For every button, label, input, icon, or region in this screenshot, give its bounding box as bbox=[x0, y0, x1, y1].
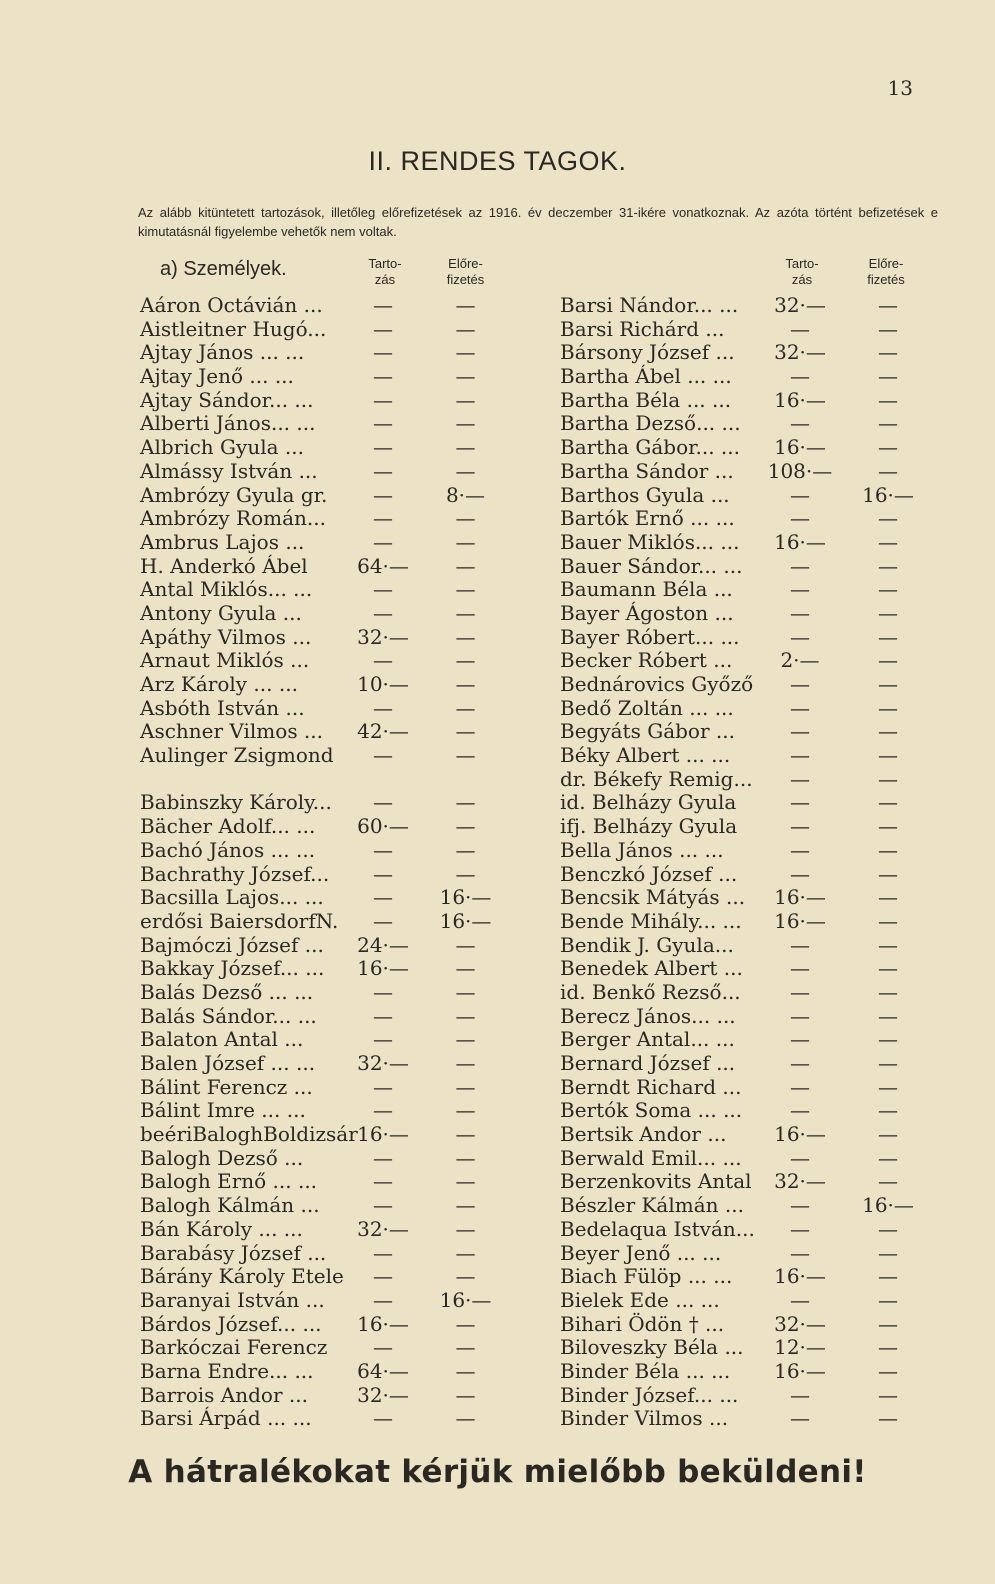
tartozas-value: 32·— bbox=[357, 624, 409, 649]
member-name: Biloveszky Béla ... bbox=[560, 1335, 744, 1360]
member-name: Balás Sándor... ... bbox=[140, 1003, 317, 1028]
elorefizetes-value: — bbox=[878, 1382, 898, 1407]
member-name: Bészler Kálmán ... bbox=[560, 1193, 744, 1218]
tartozas-value: — bbox=[790, 316, 810, 341]
elorefizetes-value: — bbox=[878, 387, 898, 412]
tartozas-value: — bbox=[790, 553, 810, 578]
tartozas-value: — bbox=[373, 364, 393, 389]
member-name: Bedő Zoltán ... ... bbox=[560, 695, 734, 720]
elorefizetes-value: — bbox=[878, 1216, 898, 1241]
elorefizetes-value: — bbox=[878, 648, 898, 673]
member-name: Biach Fülöp ... ... bbox=[560, 1264, 733, 1289]
elorefizetes-value: — bbox=[878, 600, 898, 625]
tartozas-value: 64·— bbox=[357, 1358, 409, 1383]
member-name: Bauer Miklós... ... bbox=[560, 529, 740, 554]
tartozas-value: 32·— bbox=[774, 1169, 826, 1194]
member-name: Bihari Ödön † ... bbox=[560, 1311, 725, 1336]
member-name: Bella János ... ... bbox=[560, 837, 724, 862]
member-name: Albrich Gyula ... bbox=[140, 435, 304, 460]
elorefizetes-value: — bbox=[878, 1145, 898, 1170]
member-name: Aistleitner Hugó... bbox=[140, 316, 327, 341]
member-name: Arz Károly ... ... bbox=[140, 672, 298, 696]
tartozas-value: — bbox=[790, 1216, 810, 1241]
elorefizetes-value: — bbox=[878, 695, 898, 720]
tartozas-value: — bbox=[790, 600, 810, 625]
member-name: Asbóth István ... bbox=[140, 695, 305, 720]
member-name: Barrois Andor ... bbox=[140, 1382, 308, 1407]
member-name: Bálint Imre ... ... bbox=[140, 1098, 306, 1123]
elorefizetes-value: — bbox=[455, 1003, 476, 1028]
tartozas-value: 16·— bbox=[774, 529, 826, 554]
member-name: Bachó János ... ... bbox=[140, 837, 316, 862]
member-name: Barabásy József ... bbox=[140, 1240, 327, 1265]
elorefizetes-value: — bbox=[455, 1122, 476, 1147]
member-name: Bartók Ernő ... ... bbox=[560, 506, 735, 531]
elorefizetes-value: — bbox=[878, 908, 898, 933]
member-name: Bielek Ede ... ... bbox=[560, 1287, 720, 1312]
tartozas-value: 16·— bbox=[774, 885, 826, 910]
tartozas-value: — bbox=[373, 293, 393, 317]
elorefizetes-value: — bbox=[455, 1216, 476, 1241]
elorefizetes-value: — bbox=[455, 1145, 476, 1170]
member-name: Bendik J. Gyula... bbox=[560, 932, 734, 957]
tartozas-value: — bbox=[373, 837, 393, 862]
elorefizetes-value: — bbox=[878, 1169, 898, 1194]
tartozas-value: — bbox=[373, 340, 393, 365]
tartozas-value: — bbox=[373, 885, 393, 910]
member-name: Becker Róbert ... bbox=[560, 648, 733, 673]
elorefizetes-value: — bbox=[455, 387, 476, 412]
tartozas-value: — bbox=[373, 695, 393, 720]
elorefizetes-value: — bbox=[878, 316, 898, 341]
tartozas-value: 32·— bbox=[357, 1216, 409, 1241]
elorefizetes-value: — bbox=[455, 364, 476, 389]
elorefizetes-value: — bbox=[878, 1264, 898, 1289]
tartozas-value: 16·— bbox=[774, 1358, 826, 1383]
member-name: Balaton Antal ... bbox=[140, 1027, 304, 1052]
elorefizetes-value: — bbox=[878, 1003, 898, 1028]
elorefizetes-value: — bbox=[455, 814, 476, 839]
member-name: Bárány Károly Etele bbox=[140, 1264, 344, 1289]
member-name: Berwald Emil... ... bbox=[560, 1145, 742, 1170]
elorefizetes-value: — bbox=[878, 1051, 898, 1075]
elorefizetes-value: — bbox=[455, 1098, 476, 1123]
member-name: Beyer Jenő ... ... bbox=[560, 1240, 722, 1265]
member-name: Barna Endre... ... bbox=[140, 1358, 314, 1383]
tartozas-value: 32·— bbox=[357, 1051, 409, 1075]
elorefizetes-value: — bbox=[455, 1335, 476, 1360]
member-name: Bayer Róbert... ... bbox=[560, 624, 740, 649]
tartozas-value: — bbox=[373, 743, 393, 768]
member-name: Bajmóczi József ... bbox=[140, 932, 324, 957]
tartozas-value: — bbox=[373, 1027, 393, 1052]
member-name: Bayer Ágoston ... bbox=[560, 600, 734, 625]
tartozas-value: — bbox=[790, 766, 810, 791]
elorefizetes-value: — bbox=[878, 529, 898, 554]
member-name: Apáthy Vilmos ... bbox=[140, 624, 312, 649]
page-title: II. RENDES TAGOK. bbox=[368, 146, 627, 176]
elorefizetes-value: — bbox=[455, 719, 476, 744]
elorefizetes-value: — bbox=[455, 553, 476, 578]
member-name: Bertsik Andor ... bbox=[560, 1122, 727, 1147]
elorefizetes-value: — bbox=[455, 695, 476, 720]
elorefizetes-value: 16·— bbox=[439, 908, 492, 933]
member-name: Aáron Octávián ... bbox=[140, 293, 323, 317]
tartozas-value: — bbox=[373, 482, 393, 507]
member-name: Balogh Kálmán ... bbox=[140, 1193, 320, 1218]
elorefizetes-value: — bbox=[878, 1122, 898, 1147]
tartozas-value: 32·— bbox=[774, 293, 826, 317]
member-name: Ajtay Jenő ... ... bbox=[140, 364, 294, 389]
member-name: Bálint Ferencz ... bbox=[140, 1074, 313, 1099]
tartozas-value: — bbox=[373, 1240, 393, 1265]
tartozas-value: — bbox=[373, 435, 393, 460]
member-name: id. Benkő Rezső... bbox=[560, 979, 741, 1004]
tartozas-value: — bbox=[790, 979, 810, 1004]
elorefizetes-value: — bbox=[878, 340, 898, 365]
member-name: Balás Dezső ... ... bbox=[140, 979, 314, 1004]
tartozas-value: — bbox=[373, 1003, 393, 1028]
elorefizetes-value: — bbox=[455, 1193, 476, 1218]
tartozas-value: — bbox=[790, 932, 810, 957]
member-name: Bárdos József... ... bbox=[140, 1311, 322, 1336]
tartozas-value: — bbox=[790, 1027, 810, 1052]
tartozas-value: — bbox=[790, 1145, 810, 1170]
member-name: Bauer Sándor... ... bbox=[560, 553, 743, 578]
tartozas-value: — bbox=[790, 1193, 810, 1218]
elorefizetes-value: — bbox=[455, 1311, 476, 1336]
member-name: Ajtay Sándor... ... bbox=[140, 387, 314, 412]
elorefizetes-value: 16·— bbox=[862, 482, 914, 507]
member-name: Antony Gyula ... bbox=[140, 600, 302, 625]
member-name: Baumann Béla ... bbox=[560, 577, 733, 602]
elorefizetes-value: — bbox=[878, 435, 898, 460]
tartozas-value: — bbox=[790, 790, 810, 815]
member-name: Ambrózy Gyula gr. bbox=[140, 482, 328, 507]
tartozas-value: 16·— bbox=[774, 908, 826, 933]
member-name: Almássy István ... bbox=[140, 458, 318, 483]
tartozas-value: — bbox=[790, 1074, 810, 1099]
member-name: Bencsik Mátyás ... bbox=[560, 885, 746, 910]
elorefizetes-value: — bbox=[878, 1311, 898, 1336]
elorefizetes-value: — bbox=[455, 1074, 476, 1099]
elorefizetes-value: — bbox=[878, 506, 898, 531]
tartozas-value: — bbox=[790, 861, 810, 886]
member-name: Barkóczai Ferencz bbox=[140, 1335, 328, 1360]
tartozas-value: — bbox=[790, 411, 810, 436]
right-tartozas-header: Tarto- zás bbox=[785, 256, 819, 287]
elorefizetes-value: 16·— bbox=[439, 885, 492, 910]
tartozas-value: — bbox=[790, 1051, 810, 1075]
elorefizetes-value: — bbox=[455, 411, 476, 436]
tartozas-value: — bbox=[373, 1287, 393, 1312]
elorefizetes-value: — bbox=[878, 293, 898, 317]
tartozas-value: — bbox=[790, 743, 810, 768]
elorefizetes-value: — bbox=[878, 553, 898, 578]
elorefizetes-value: — bbox=[878, 1406, 898, 1431]
elorefizetes-value: — bbox=[878, 624, 898, 649]
elorefizetes-value: — bbox=[878, 364, 898, 389]
tartozas-value: — bbox=[790, 1240, 810, 1265]
tartozas-value: 12·— bbox=[774, 1335, 826, 1360]
elorefizetes-value: 16·— bbox=[439, 1287, 492, 1312]
member-name: Barsi Richárd ... bbox=[560, 316, 725, 341]
member-name: Alberti János... ... bbox=[140, 411, 316, 436]
member-name: Bedelaqua István... bbox=[560, 1216, 755, 1241]
member-name: Antal Miklós... ... bbox=[140, 577, 313, 602]
tartozas-value: — bbox=[373, 1169, 393, 1194]
member-name: Bán Károly ... ... bbox=[140, 1216, 303, 1241]
tartozas-value: — bbox=[790, 1098, 810, 1123]
page-number: 13 bbox=[887, 76, 913, 100]
tartozas-value: 32·— bbox=[774, 1311, 826, 1336]
right-elorefizetes-header: Előre- fizetés bbox=[867, 256, 905, 287]
elorefizetes-value: — bbox=[455, 506, 476, 531]
tartozas-value: — bbox=[790, 695, 810, 720]
elorefizetes-value: — bbox=[455, 293, 476, 317]
elorefizetes-value: — bbox=[878, 743, 898, 768]
member-name: Baranyai István ... bbox=[140, 1287, 325, 1312]
tartozas-value: — bbox=[373, 1406, 393, 1431]
footer-notice: A hátralékokat kérjük mielőbb beküldeni! bbox=[128, 1454, 867, 1490]
elorefizetes-value: — bbox=[455, 861, 476, 886]
tartozas-value: — bbox=[373, 387, 393, 412]
elorefizetes-value: — bbox=[878, 790, 898, 815]
tartozas-value: — bbox=[790, 719, 810, 744]
tartozas-value: 16·— bbox=[357, 1122, 409, 1147]
member-name: Aulinger Zsigmond bbox=[140, 743, 334, 768]
member-name: Bende Mihály... ... bbox=[560, 908, 742, 933]
tartozas-value: — bbox=[790, 1382, 810, 1407]
elorefizetes-value: — bbox=[455, 932, 476, 957]
member-name: Benedek Albert ... bbox=[560, 956, 743, 981]
elorefizetes-value: — bbox=[455, 743, 476, 768]
elorefizetes-value: 16·— bbox=[862, 1193, 914, 1218]
left-tartozas-header: Tarto- zás bbox=[368, 256, 402, 287]
member-name: Berzenkovits Antal bbox=[560, 1169, 752, 1194]
tartozas-value: 16·— bbox=[774, 387, 826, 412]
elorefizetes-value: — bbox=[455, 600, 476, 625]
tartozas-value: — bbox=[373, 790, 393, 815]
tartozas-value: — bbox=[790, 956, 810, 981]
member-name: Bartha Dezső... ... bbox=[560, 411, 741, 436]
tartozas-value: 64·— bbox=[357, 553, 409, 578]
tartozas-value: — bbox=[790, 364, 810, 389]
member-name: Ambrus Lajos ... bbox=[140, 529, 305, 554]
tartozas-value: 16·— bbox=[357, 1311, 409, 1336]
tartozas-value: — bbox=[373, 1335, 393, 1360]
tartozas-value: 42·— bbox=[357, 719, 409, 744]
tartozas-value: — bbox=[790, 672, 810, 696]
elorefizetes-value: — bbox=[455, 1169, 476, 1194]
member-name: beériBaloghBoldizsár bbox=[140, 1122, 358, 1147]
member-name: Balen József ... ... bbox=[140, 1051, 316, 1075]
member-name: Bakkay József... ... bbox=[140, 956, 325, 981]
tartozas-value: — bbox=[373, 1193, 393, 1218]
elorefizetes-value: — bbox=[455, 1406, 476, 1431]
elorefizetes-value: — bbox=[455, 529, 476, 554]
tartozas-value: — bbox=[373, 411, 393, 436]
elorefizetes-value: — bbox=[455, 1358, 476, 1383]
elorefizetes-value: — bbox=[878, 837, 898, 862]
elorefizetes-value: — bbox=[455, 648, 476, 673]
elorefizetes-value: 8·— bbox=[445, 482, 486, 507]
member-name: Bartha Ábel ... ... bbox=[560, 364, 732, 389]
tartozas-value: — bbox=[790, 1287, 810, 1312]
member-name: Balogh Dezső ... bbox=[140, 1145, 304, 1170]
elorefizetes-value: — bbox=[455, 624, 476, 649]
tartozas-value: — bbox=[373, 1264, 393, 1289]
tartozas-value: — bbox=[790, 506, 810, 531]
member-name: dr. Békefy Remig... bbox=[560, 766, 753, 791]
tartozas-value: — bbox=[373, 1145, 393, 1170]
tartozas-value: — bbox=[373, 908, 393, 933]
member-name: Begyáts Gábor ... bbox=[560, 719, 735, 744]
member-name: Berndt Richard ... bbox=[560, 1074, 742, 1099]
tartozas-value: — bbox=[790, 837, 810, 862]
elorefizetes-value: — bbox=[878, 885, 898, 910]
member-name: Arnaut Miklós ... bbox=[140, 648, 310, 673]
member-name: Binder Béla ... ... bbox=[560, 1358, 731, 1383]
elorefizetes-value: — bbox=[455, 316, 476, 341]
member-name: Berger Antal... ... bbox=[560, 1027, 735, 1052]
elorefizetes-value: — bbox=[455, 340, 476, 365]
member-name: Bachrathy József... bbox=[140, 861, 330, 886]
tartozas-value: 16·— bbox=[774, 1122, 826, 1147]
member-name: Aschner Vilmos ... bbox=[140, 719, 324, 744]
member-name: Bacsilla Lajos... ... bbox=[140, 885, 324, 910]
elorefizetes-value: — bbox=[878, 411, 898, 436]
tartozas-value: 16·— bbox=[774, 435, 826, 460]
elorefizetes-value: — bbox=[878, 1240, 898, 1265]
elorefizetes-value: — bbox=[455, 1382, 476, 1407]
tartozas-value: — bbox=[790, 814, 810, 839]
elorefizetes-value: — bbox=[455, 672, 476, 696]
tartozas-value: — bbox=[373, 458, 393, 483]
left-elorefizetes-header: Előre- fizetés bbox=[446, 256, 485, 287]
member-name: Binder József... ... bbox=[560, 1382, 739, 1407]
member-name: H. Anderkó Ábel bbox=[140, 553, 308, 578]
member-name: Balogh Ernő ... ... bbox=[140, 1169, 318, 1194]
elorefizetes-value: — bbox=[878, 766, 898, 791]
member-name: Bársony József ... bbox=[560, 340, 735, 365]
elorefizetes-value: — bbox=[878, 1074, 898, 1099]
elorefizetes-value: — bbox=[878, 1335, 898, 1360]
elorefizetes-value: — bbox=[455, 1264, 476, 1289]
elorefizetes-value: — bbox=[878, 861, 898, 886]
elorefizetes-value: — bbox=[455, 837, 476, 862]
elorefizetes-value: — bbox=[455, 458, 476, 483]
tartozas-value: — bbox=[790, 577, 810, 602]
tartozas-value: — bbox=[790, 624, 810, 649]
elorefizetes-value: — bbox=[878, 672, 898, 696]
tartozas-value: 16·— bbox=[774, 1264, 826, 1289]
member-name: Bernard József ... bbox=[560, 1051, 736, 1075]
tartozas-value: 32·— bbox=[357, 1382, 409, 1407]
tartozas-value: 32·— bbox=[774, 340, 826, 365]
member-name: Bertók Soma ... ... bbox=[560, 1098, 743, 1123]
member-name: Bächer Adolf... ... bbox=[140, 814, 316, 839]
tartozas-value: — bbox=[790, 482, 810, 507]
elorefizetes-value: — bbox=[878, 719, 898, 744]
elorefizetes-value: — bbox=[455, 1051, 476, 1075]
tartozas-value: — bbox=[373, 316, 393, 341]
tartozas-value: — bbox=[373, 577, 393, 602]
elorefizetes-value: — bbox=[878, 814, 898, 839]
tartozas-value: — bbox=[373, 861, 393, 886]
member-name: Binder Vilmos ... bbox=[560, 1406, 729, 1431]
tartozas-value: — bbox=[790, 1406, 810, 1431]
member-name: ifj. Belházy Gyula bbox=[560, 814, 738, 839]
member-name: Ambrózy Román... bbox=[140, 506, 326, 531]
elorefizetes-value: — bbox=[878, 1287, 898, 1312]
tartozas-value: 16·— bbox=[357, 956, 409, 981]
elorefizetes-value: — bbox=[878, 1358, 898, 1383]
intro-paragraph: Az alább kitüntetett tartozások, illetőleg előrefizetések az 1916. év deczember 31-ikére vonatkoznak. Az azóta történt befizetések e kimutatásnál figyelembe vehetők nem voltak. bbox=[138, 205, 938, 239]
elorefizetes-value: — bbox=[878, 577, 898, 602]
elorefizetes-value: — bbox=[455, 790, 476, 815]
tartozas-value: — bbox=[790, 1003, 810, 1028]
member-name: Babinszky Károly... bbox=[140, 790, 332, 815]
member-name: Bartha Gábor... ... bbox=[560, 435, 740, 460]
member-name: Ajtay János ... ... bbox=[140, 340, 305, 365]
member-name: id. Belházy Gyula bbox=[560, 790, 737, 815]
member-name: Barthos Gyula ... bbox=[560, 482, 730, 507]
tartozas-value: 10·— bbox=[357, 672, 409, 696]
tartozas-value: — bbox=[373, 506, 393, 531]
tartozas-value: — bbox=[373, 600, 393, 625]
member-name: Bartha Sándor ... bbox=[560, 458, 734, 483]
elorefizetes-value: — bbox=[878, 932, 898, 957]
tartozas-value: 2·— bbox=[780, 648, 820, 673]
elorefizetes-value: — bbox=[455, 435, 476, 460]
elorefizetes-value: — bbox=[878, 1027, 898, 1052]
member-name: Bartha Béla ... ... bbox=[560, 387, 732, 412]
member-name: Benczkó József ... bbox=[560, 861, 738, 886]
elorefizetes-value: — bbox=[455, 979, 476, 1004]
tartozas-value: — bbox=[373, 529, 393, 554]
tartozas-value: — bbox=[373, 648, 393, 673]
tartozas-value: — bbox=[373, 979, 393, 1004]
elorefizetes-value: — bbox=[878, 458, 898, 483]
section-heading: a) Személyek. bbox=[160, 258, 287, 280]
tartozas-value: — bbox=[373, 1098, 393, 1123]
elorefizetes-value: — bbox=[878, 1098, 898, 1123]
elorefizetes-value: — bbox=[455, 1027, 476, 1052]
elorefizetes-value: — bbox=[455, 1240, 476, 1265]
member-name: Barsi Árpád ... ... bbox=[140, 1406, 312, 1431]
tartozas-value: — bbox=[373, 1074, 393, 1099]
member-name: Barsi Nándor... ... bbox=[560, 293, 739, 317]
elorefizetes-value: — bbox=[455, 956, 476, 981]
tartozas-value: 108·— bbox=[767, 458, 833, 483]
tartozas-value: 24·— bbox=[357, 932, 409, 957]
member-name: erdősi BaiersdorfN. bbox=[140, 908, 339, 933]
elorefizetes-value: — bbox=[455, 577, 476, 602]
member-name: Béky Albert ... ... bbox=[560, 743, 731, 768]
member-name: Bednárovics Győző bbox=[560, 672, 754, 696]
elorefizetes-value: — bbox=[878, 956, 898, 981]
elorefizetes-value: — bbox=[878, 979, 898, 1004]
tartozas-value: 60·— bbox=[357, 814, 409, 839]
member-name: Berecz János... ... bbox=[560, 1003, 736, 1028]
